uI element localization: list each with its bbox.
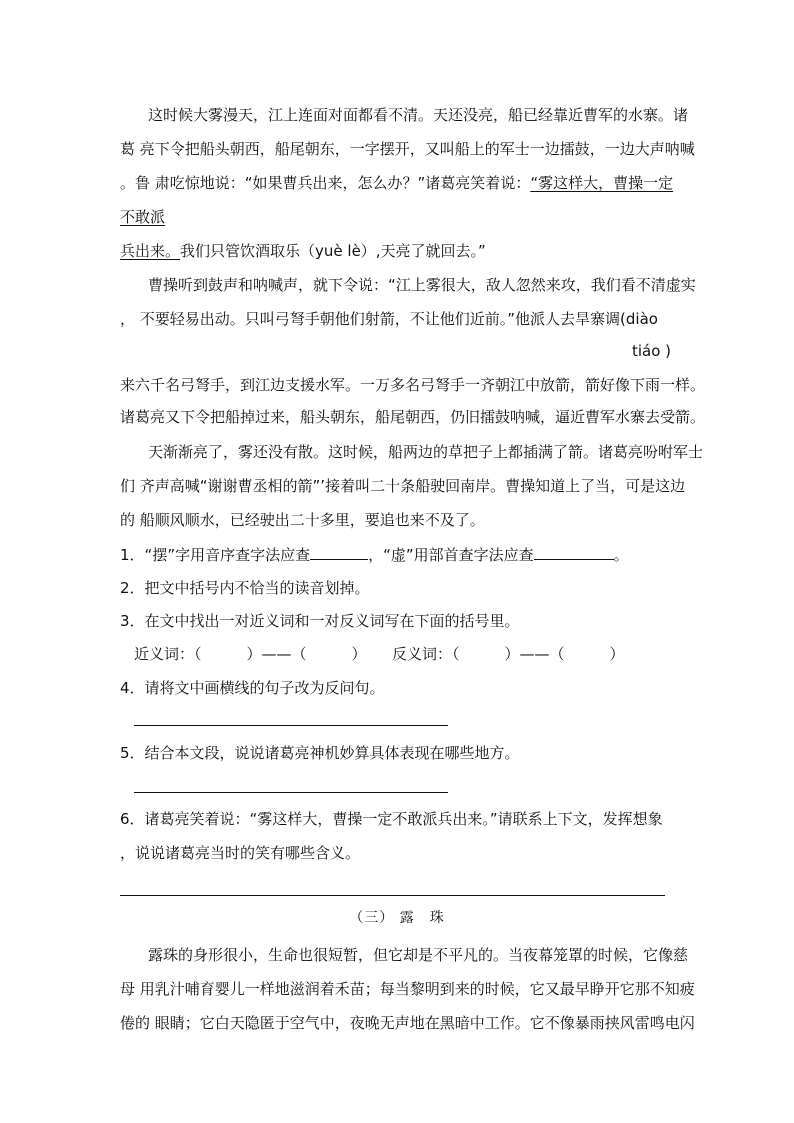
question-5: 5．结合本文段，说说诸葛亮神机妙算具体表现在哪些地方。 (120, 744, 520, 762)
antonym-brackets[interactable]: 反义词：（ ）——（ ） (392, 645, 625, 663)
synonym-brackets[interactable]: 近义词：（ ）——（ ） (134, 645, 367, 663)
passage-text: 。鲁 肃吃惊地说：“如果曹兵出来，怎么办？”诸葛亮笑着说： (120, 174, 531, 192)
answer-blank[interactable] (534, 545, 614, 560)
passage-line: 倦的 眼睛；它白天隐匿于空气中，夜晚无声地在黑暗中工作。它不像暴雨挟风雷鸣电闪 (120, 1014, 695, 1032)
passage-line: ， 不要轻易出动。只叫弓弩手朝他们射箭，不让他们近前。”他派人去旱寨调(diào (120, 310, 658, 328)
underlined-sentence: “雾这样大，曹操一定 (530, 174, 674, 192)
passage-line: 们 齐声高喊“谢谢曹丞相的箭”’接着叫二十条船驶回南岸。曹操知道上了当，可是这边 (120, 477, 686, 495)
passage-line (120, 241, 486, 261)
question-6: 6．诸葛亮笑着说：“雾这样大，曹操一定不敢派兵出来。”请联系上下文，发挥想象 (120, 810, 663, 828)
passage-text: 我们只管饮酒取乐（yuè lè）,天亮了就回去。” (180, 242, 486, 260)
underlined-sentence: 兵出来。 (120, 242, 181, 260)
passage-line: 葛 亮下令把船头朝西，船尾朝东，一字摆开，又叫船上的军士一边擂鼓，一边大声呐喊 (120, 140, 695, 158)
passage-line (120, 207, 165, 227)
section-divider (120, 895, 665, 896)
passage-line: 露珠的身形很小，生命也很短暂，但它却是不平凡的。当夜幕笼罩的时候，它像慈 (148, 946, 689, 964)
question-6-cont: ，说说诸葛亮当时的笑有哪些含义。 (120, 844, 361, 862)
answer-blank[interactable] (310, 545, 368, 560)
section-title: （三） 露 珠 (349, 910, 445, 926)
passage-line: 母 用乳汁哺育婴儿一样地滋润着禾苗；每当黎明到来的时候，它又最早睁开它那不知疲 (120, 980, 695, 998)
question-text: 。 (613, 546, 629, 564)
passage-line: 的 船顺风顺水，已经驶出二十多里，要追也来不及了。 (120, 511, 485, 529)
passage-line: tiáo ) (632, 342, 672, 360)
question-4: 4．请将文中画横线的句子改为反问句。 (120, 679, 385, 697)
passage-line: 来六千名弓弩手，到江边支援水军。一万多名弓弩手一齐朝江中放箭，箭好像下雨一样。 (120, 376, 706, 394)
passage-line: 天渐渐亮了，雾还没有散。这时候，船两边的草把子上都插满了箭。诸葛亮吩咐军士 (148, 443, 704, 461)
question-1 (120, 545, 629, 565)
passage-line: 诸葛亮又下令把船掉过来，船头朝东，船尾朝西，仍旧擂鼓呐喊，逼近曹军水寨去受箭。 (120, 408, 706, 426)
passage-line (120, 173, 673, 193)
question-2: 2．把文中括号内不恰当的读音划掉。 (120, 579, 370, 597)
underlined-sentence: 不敢派 (120, 208, 166, 226)
question-text: ，“虚”用部首查字法应查 (368, 546, 534, 564)
answer-line[interactable] (134, 725, 448, 726)
question-text: 1．“摆”字用音序查字法应查 (120, 546, 311, 564)
passage-line: 曹操听到鼓声和呐喊声，就下令说：“江上雾很大，敌人忽然来攻，我们看不清虚实 (148, 276, 696, 294)
passage-line: 这时候大雾漫天，江上连面对面都看不清。天还没亮，船已经靠近曹军的水寨。诸 (148, 106, 689, 124)
question-3: 3．在文中找出一对近义词和一对反义词写在下面的括号里。 (120, 612, 520, 630)
answer-line[interactable] (134, 792, 448, 793)
